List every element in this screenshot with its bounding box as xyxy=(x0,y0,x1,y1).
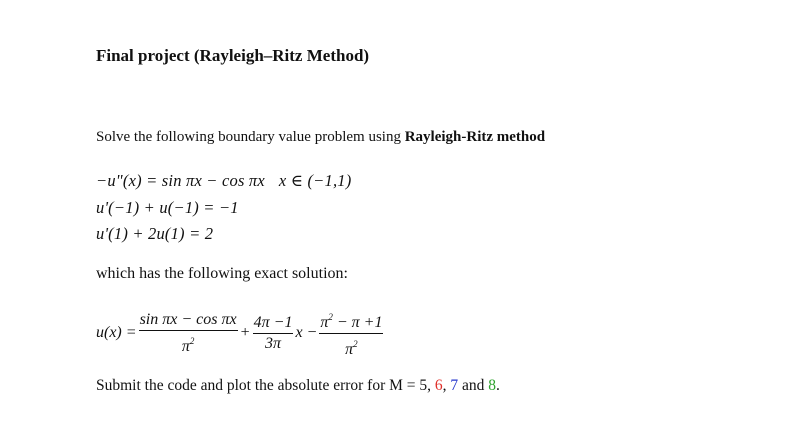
fraction-1-denominator: $\pi^2$ xyxy=(181,335,195,355)
fraction-2-denominator: 3π xyxy=(265,334,282,352)
m-value-8: 8 xyxy=(488,377,497,394)
fraction-3-numerator: $\pi^2 - \pi +1$ xyxy=(319,308,383,334)
ode-lhs: −u"(x) = sin πx − cos πx xyxy=(96,171,265,190)
plus-operator: + xyxy=(240,324,250,341)
intro-text: Solve the following boundary value problem using xyxy=(96,129,405,145)
fraction-1-numerator: sin πx − cos πx xyxy=(139,311,238,331)
ode-domain: x ∈ (−1,1) xyxy=(278,171,352,190)
fraction-1 xyxy=(139,311,238,356)
boundary-condition-right: u'(1) + 2u(1) = 2 xyxy=(96,224,214,243)
method-name: Rayleigh-Ritz method xyxy=(404,129,546,145)
problem-statement xyxy=(96,129,545,146)
fraction-3 xyxy=(319,308,383,359)
m-value-7: 7 xyxy=(450,377,459,394)
fraction-2-numerator: 4π −1 xyxy=(253,314,294,334)
fraction-3-denominator: $\pi^2$ xyxy=(345,338,358,358)
solution-lhs: u(x) = xyxy=(96,324,137,341)
document-title: Final project (Rayleigh–Ritz Method) xyxy=(96,46,370,65)
ode-equation xyxy=(96,171,351,191)
m-value-6: 6 xyxy=(434,377,443,394)
boundary-condition-left: u'(−1) + u(−1) = −1 xyxy=(96,198,239,217)
m-value-5: 5 xyxy=(419,377,428,394)
fraction-2 xyxy=(253,314,294,353)
submit-text: Submit the code and plot the absolute error for M = xyxy=(96,377,420,394)
x-minus-term: x − xyxy=(295,324,318,341)
exact-solution-label: which has the following exact solution: xyxy=(96,265,348,282)
submission-instructions: Submit the code and plot the absolute error for M = 5, 6, 7 and 8. xyxy=(96,377,500,394)
exact-solution-formula xyxy=(96,310,385,356)
